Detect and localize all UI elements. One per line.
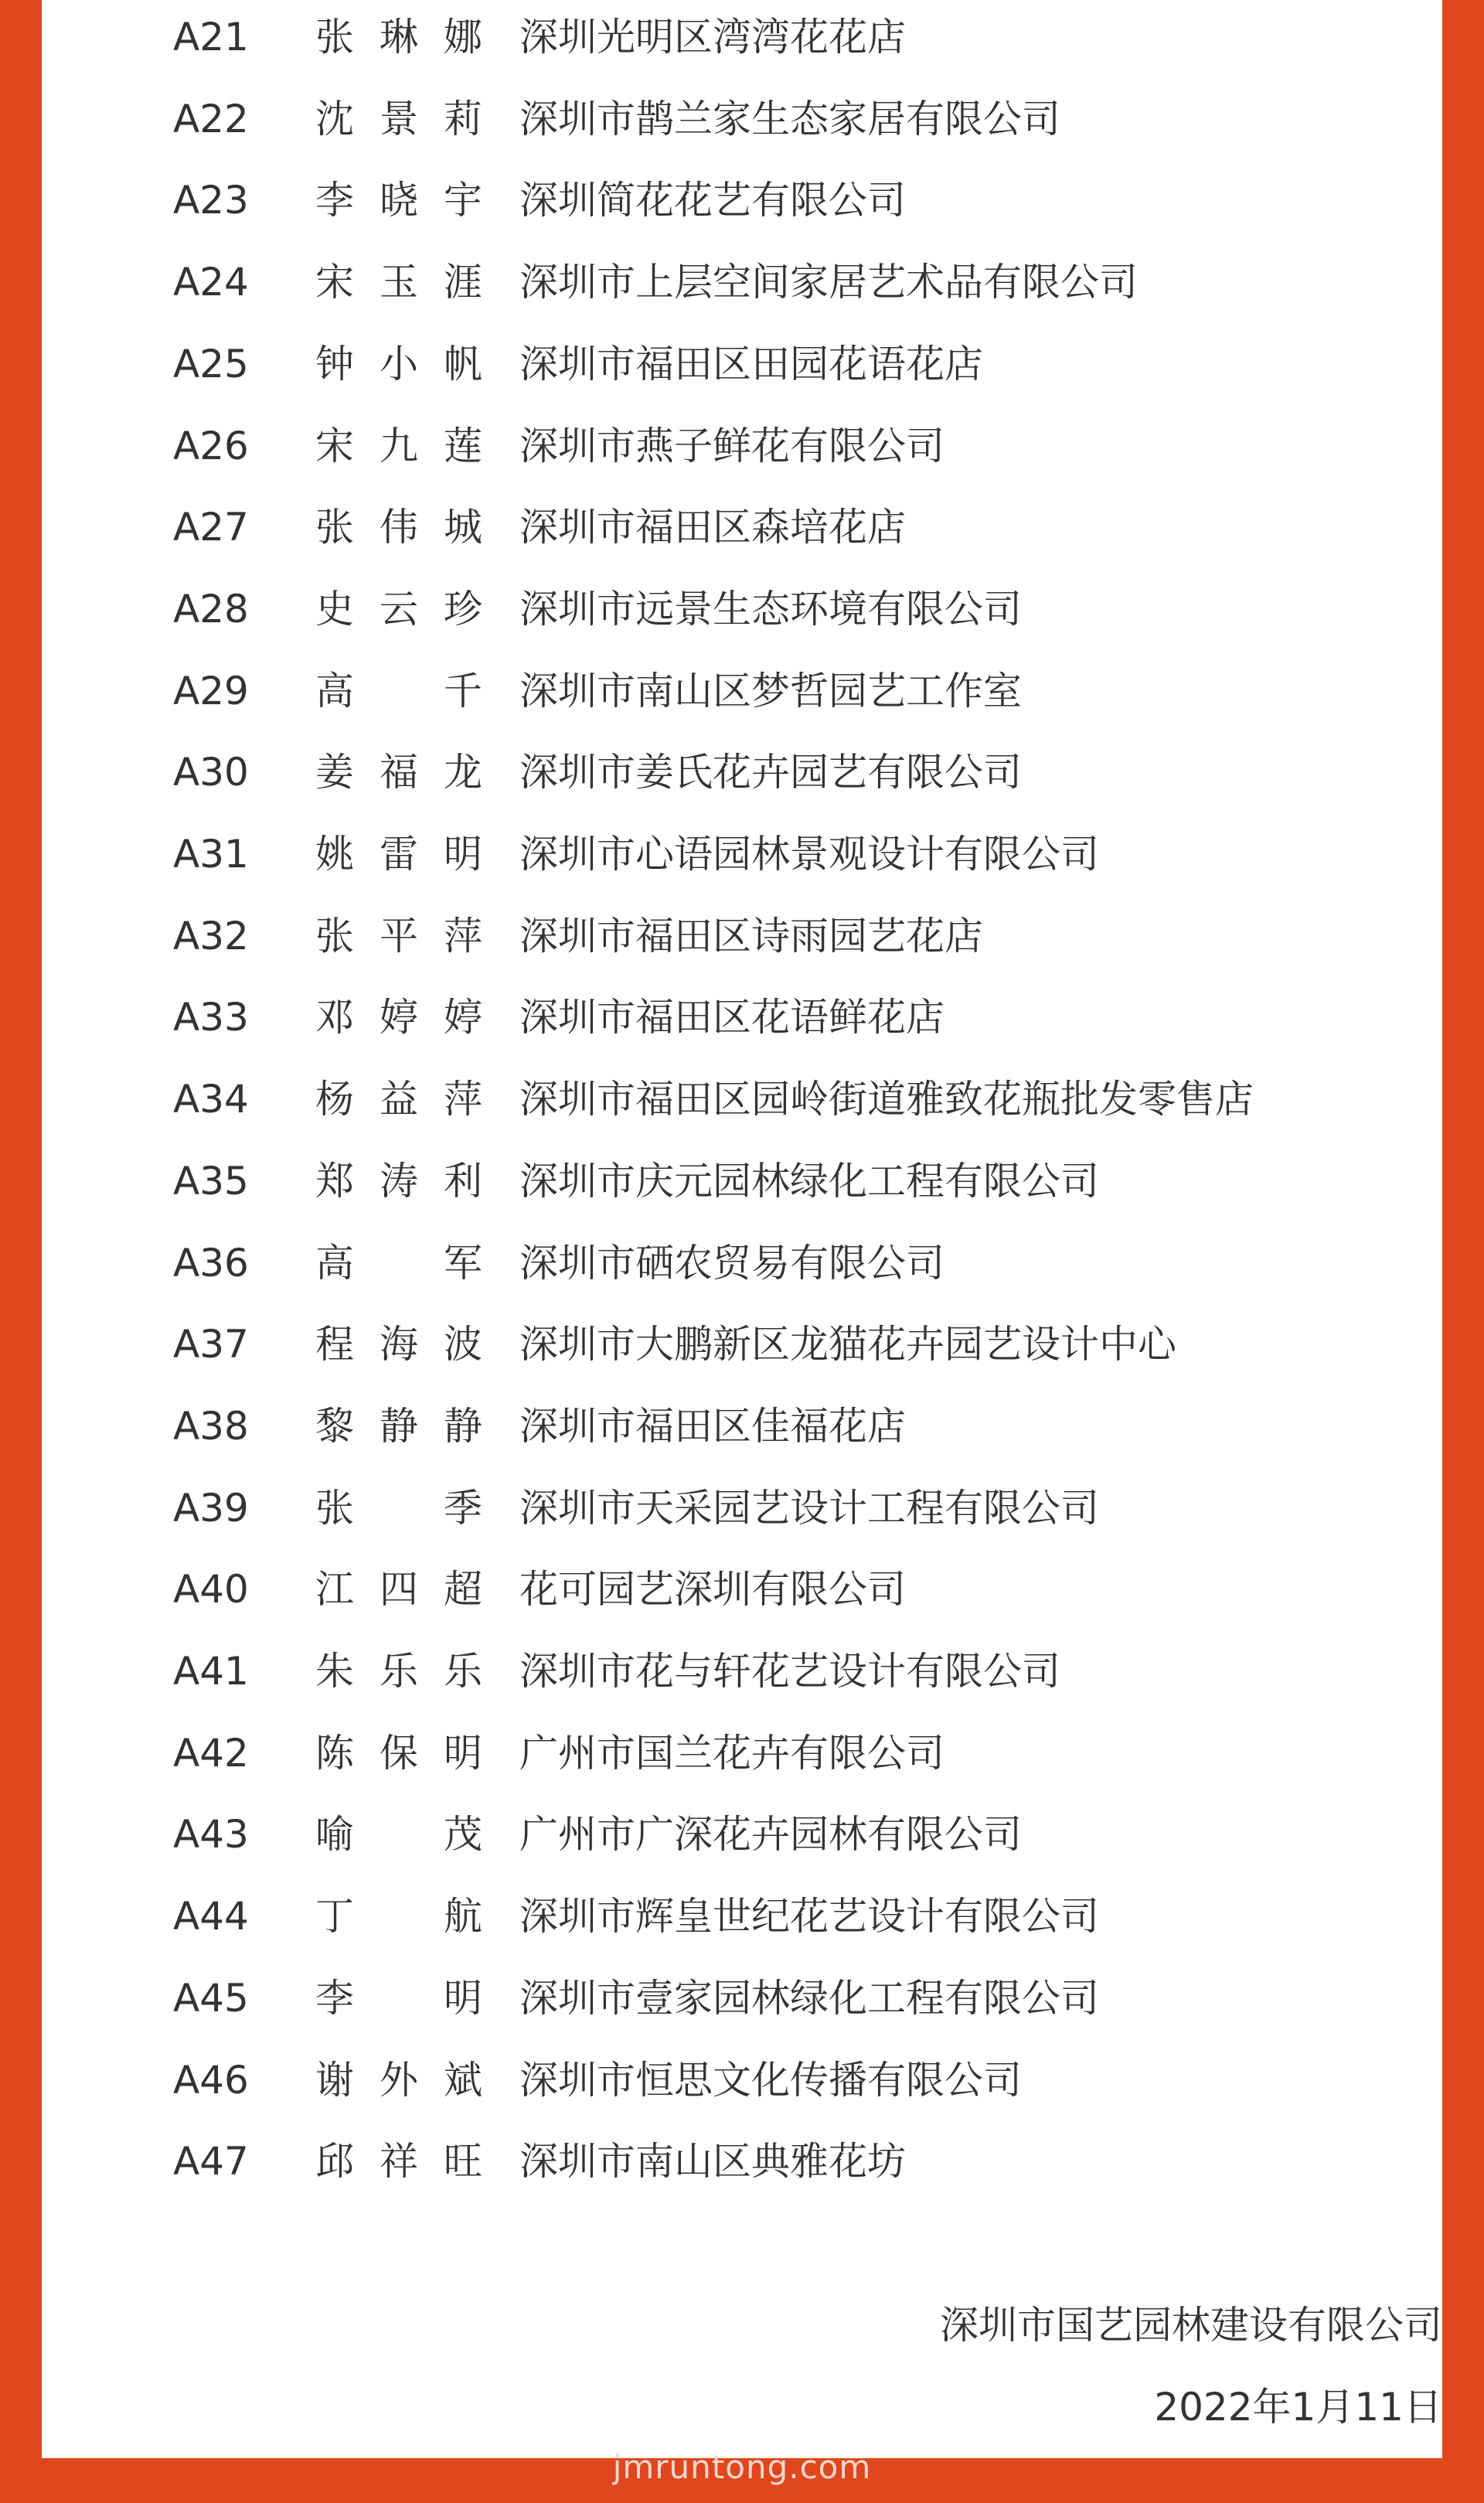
entry-code: A44 (173, 1894, 249, 1939)
list-item (42, 578, 1442, 640)
list-item (42, 823, 1442, 885)
entry-person-name: 邱祥旺 (315, 2139, 482, 2185)
list-item (42, 6, 1442, 68)
entry-company: 深圳光明区湾湾花花店 (519, 15, 906, 60)
entry-code: A33 (173, 995, 249, 1040)
entry-person-name: 沈景莉 (315, 96, 482, 141)
list-item (42, 2130, 1442, 2192)
list-item (42, 660, 1442, 722)
entry-code: A38 (173, 1403, 249, 1449)
entry-person-name: 郑涛利 (315, 1158, 482, 1204)
entry-person-name: 邓婷婷 (315, 995, 482, 1040)
entry-person-name: 程海波 (315, 1322, 482, 1367)
entry-code: A24 (173, 260, 249, 305)
entry-code: A37 (173, 1322, 249, 1367)
entry-person-name: 高 千 (315, 668, 482, 713)
document-page (42, 0, 1442, 2458)
entry-person-name: 谢外斌 (315, 2057, 482, 2103)
entry-code: A43 (173, 1812, 249, 1858)
entry-company: 深圳市上层空间家居艺术品有限公司 (519, 260, 1138, 305)
entry-code: A32 (173, 913, 249, 959)
entry-company: 深圳市福田区佳福花店 (519, 1403, 906, 1449)
list-item (42, 333, 1442, 395)
entry-code: A28 (173, 586, 249, 632)
entry-person-name: 宋九莲 (315, 423, 482, 468)
issuer-name: 深圳市国艺园林建设有限公司 (940, 2303, 1442, 2348)
entry-person-name: 张伟城 (315, 505, 482, 550)
entry-code: A29 (173, 668, 249, 713)
entry-person-name: 喻 茂 (315, 1812, 482, 1858)
entry-code: A21 (173, 15, 249, 60)
list-item (42, 169, 1442, 231)
entry-company: 深圳市硒农贸易有限公司 (519, 1240, 945, 1286)
entry-person-name: 李晓宇 (315, 178, 482, 223)
list-item (42, 1477, 1442, 1539)
entry-person-name: 高 军 (315, 1240, 482, 1286)
entry-company: 深圳市庆元园林绿化工程有限公司 (519, 1158, 1099, 1204)
list-item (42, 251, 1442, 313)
entry-person-name: 史云珍 (315, 586, 482, 632)
entry-code: A40 (173, 1567, 249, 1612)
list-item (42, 1558, 1442, 1620)
list-item (42, 1395, 1442, 1457)
entry-company: 深圳市远景生态环境有限公司 (519, 586, 1022, 632)
entry-company: 深圳市福田区森培花店 (519, 505, 906, 550)
entry-code: A30 (173, 750, 249, 795)
list-item (42, 1150, 1442, 1212)
entry-person-name: 朱乐乐 (315, 1649, 482, 1694)
list-item (42, 2049, 1442, 2111)
list-item (42, 741, 1442, 803)
entry-person-name: 姚雷明 (315, 832, 482, 877)
entry-company: 深圳市燕子鲜花有限公司 (519, 423, 945, 468)
entry-company: 广州市国兰花卉有限公司 (519, 1730, 945, 1776)
entry-company: 深圳市壹家园林绿化工程有限公司 (519, 1975, 1099, 2021)
entry-code: A46 (173, 2057, 249, 2103)
entry-code: A42 (173, 1730, 249, 1776)
list-item (42, 88, 1442, 150)
entry-person-name: 张琳娜 (315, 15, 482, 60)
entry-code: A45 (173, 1975, 249, 2021)
entry-company: 深圳市鹊兰家生态家居有限公司 (519, 96, 1060, 141)
entry-code: A39 (173, 1485, 249, 1531)
entry-code: A35 (173, 1158, 249, 1204)
issue-date: 2022年1月11日 (1154, 2385, 1442, 2430)
entry-person-name: 宋玉涯 (315, 260, 482, 305)
list-item (42, 1803, 1442, 1865)
entry-company: 深圳市大鹏新区龙猫花卉园艺设计中心 (519, 1322, 1176, 1367)
list-item (42, 415, 1442, 477)
list-item (42, 905, 1442, 967)
list-item (42, 1722, 1442, 1784)
list-item (42, 1232, 1442, 1294)
entry-code: A31 (173, 832, 249, 877)
entry-person-name: 杨益萍 (315, 1077, 482, 1122)
list-item (42, 986, 1442, 1048)
entry-company: 深圳市天采园艺设计工程有限公司 (519, 1485, 1099, 1531)
list-item (42, 1967, 1442, 2029)
entry-code: A41 (173, 1649, 249, 1694)
entry-person-name: 姜福龙 (315, 750, 482, 795)
entry-company: 深圳市花与轩花艺设计有限公司 (519, 1649, 1060, 1694)
entry-company: 深圳市福田区花语鲜花店 (519, 995, 945, 1040)
list-item (42, 1885, 1442, 1947)
entry-company: 花可园艺深圳有限公司 (519, 1567, 906, 1612)
entry-company: 深圳市南山区梦哲园艺工作室 (519, 668, 1022, 713)
list-item (42, 496, 1442, 558)
entry-code: A25 (173, 341, 249, 387)
entry-code: A26 (173, 423, 249, 468)
entry-person-name: 张平萍 (315, 913, 482, 959)
entry-company: 深圳市姜氏花卉园艺有限公司 (519, 750, 1022, 795)
entry-company: 广州市广深花卉园林有限公司 (519, 1812, 1022, 1858)
entry-code: A34 (173, 1077, 249, 1122)
entry-person-name: 黎静静 (315, 1403, 482, 1449)
entry-company: 深圳市辉皇世纪花艺设计有限公司 (519, 1894, 1099, 1939)
entry-person-name: 张 季 (315, 1485, 482, 1531)
entry-code: A23 (173, 178, 249, 223)
entry-company: 深圳市福田区园岭街道雅致花瓶批发零售店 (519, 1077, 1254, 1122)
list-item (42, 1068, 1442, 1130)
entry-company: 深圳市心语园林景观设计有限公司 (519, 832, 1099, 877)
entry-code: A22 (173, 96, 249, 141)
entry-person-name: 丁 航 (315, 1894, 482, 1939)
entry-company: 深圳市福田区田园花语花店 (519, 341, 983, 387)
site-watermark: jmruntong.com (612, 2448, 872, 2486)
entry-company: 深圳市恒思文化传播有限公司 (519, 2057, 1022, 2103)
entry-code: A36 (173, 1240, 249, 1286)
entry-person-name: 陈保明 (315, 1730, 482, 1776)
entry-person-name: 钟小帆 (315, 341, 482, 387)
entry-person-name: 江四超 (315, 1567, 482, 1612)
list-item (42, 1640, 1442, 1702)
entry-company: 深圳市福田区诗雨园艺花店 (519, 913, 983, 959)
list-item (42, 1313, 1442, 1375)
entry-person-name: 李 明 (315, 1975, 482, 2021)
entry-company: 深圳市南山区典雅花坊 (519, 2139, 906, 2185)
entry-company: 深圳简花花艺有限公司 (519, 178, 906, 223)
entry-code: A47 (173, 2139, 249, 2185)
entry-code: A27 (173, 505, 249, 550)
